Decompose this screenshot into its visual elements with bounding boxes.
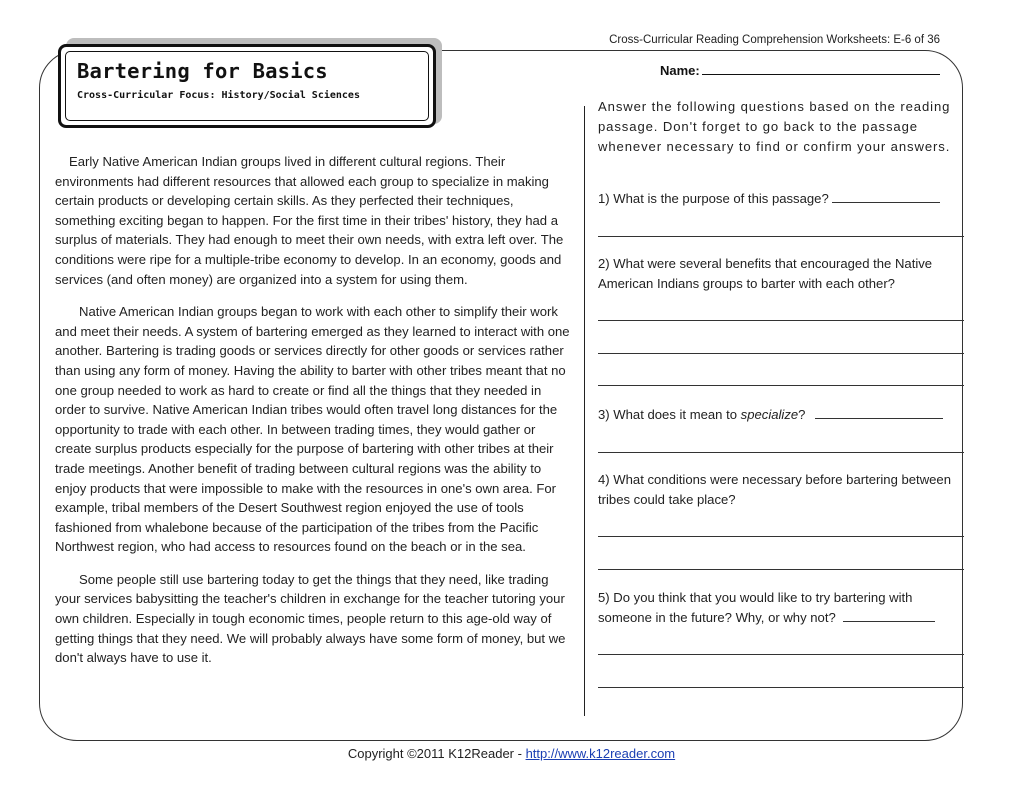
answer-line[interactable] xyxy=(598,569,964,570)
title-box xyxy=(58,44,436,128)
question-2: 2) What were several benefits that encouraged the Native American Indians groups to barter with each other? xyxy=(598,256,933,291)
question-3-text-start: 3) What does it mean to xyxy=(598,407,741,422)
copyright-text: Copyright ©2011 K12Reader - xyxy=(347,746,526,761)
answer-line[interactable] xyxy=(598,452,964,453)
question-3 xyxy=(598,405,966,425)
answer-line[interactable] xyxy=(598,687,964,688)
worksheet-series-header: Cross-Curricular Reading Comprehension Worksheets: E-6 of 36 xyxy=(609,34,940,46)
worksheet-subtitle: Cross-Curricular Focus: History/Social Sciences xyxy=(77,90,360,101)
question-4: 4) What conditions were necessary before bartering between tribes could take place? xyxy=(598,472,951,507)
question-5-text: 5) Do you think that you would like to try bartering with someone in the future? Why, or why not? xyxy=(598,590,913,625)
passage-paragraph-3: Some people still use bartering today to get the things that they need, like trading your services babysitting the teacher's children in exchange for the teacher tutoring your own children. Especially in tough economic times, people return to this age-old way of getting things that they need. We will probably always have some form of money, but we don't always have to use it. xyxy=(55,571,566,666)
passage-paragraph-1: Early Native American Indian groups lived in different cultural regions. Their environments had different resources that allowed each group to specialize in making certain products or developing certain skills. As they perfected their techniques, something exciting began to happen. For the first time in their tribes' history, they had a surplus of materials. They had enough to meet their own needs, with extra left over. The conditions were ripe for a multiple-tribe economy to develop. In an economy, goods and services (and often money) are organized into a system for using them. xyxy=(55,154,564,287)
question-1 xyxy=(598,189,966,209)
worksheet-title: Bartering for Basics xyxy=(77,59,328,83)
question-5 xyxy=(598,588,966,627)
question-instructions: Answer the following questions based on the reading passage. Don't forget to go back to the passage whenever necessary to find or confirm your answers. xyxy=(598,99,951,154)
name-blank-line[interactable] xyxy=(702,63,940,75)
question-3-text-end: ? xyxy=(798,407,806,422)
question-3-inline-blank[interactable] xyxy=(815,407,943,419)
name-label: Name: xyxy=(660,63,700,78)
answer-line[interactable] xyxy=(598,320,964,321)
k12reader-link[interactable]: http://www.k12reader.com xyxy=(525,746,676,761)
reading-passage xyxy=(55,152,570,681)
passage-paragraph-2: Native American Indian groups began to work with each other to simplify their work and meet their needs. A system of bartering emerged as they learned to interact with one another. Bartering is trading goods or services directly for other goods or services rather than using any form of money. Having the ability to barter with other tribes meant that no one group needed to work as hard to create or find all the things that they needed in order to survive. Native American Indian tribes would often travel long distances for the opportunity to trade with each other. In between trading times, they would gather or create surplus products especially for the purpose of bartering with other tribes at their trade meetings. Another benefit of trading between cultural regions was the ability to enjoy products that were impossible to make with the resources in one's own area. For example, tribal members of the Desert Southwest region enjoyed the use of tools fashioned from whalebone because of the participation of the tribes from the Pacific Northwest region, who had access to resources found on the beach or in the sea. xyxy=(55,304,570,555)
question-1-text: 1) What is the purpose of this passage? xyxy=(598,191,829,206)
answer-line[interactable] xyxy=(598,536,964,537)
question-3-term: specialize xyxy=(740,407,799,422)
answer-line[interactable] xyxy=(598,353,964,354)
question-1-inline-blank[interactable] xyxy=(832,191,940,203)
name-field[interactable] xyxy=(660,63,940,78)
answer-line[interactable] xyxy=(598,236,964,237)
answer-line[interactable] xyxy=(598,654,964,655)
answer-line[interactable] xyxy=(598,385,964,386)
question-5-inline-blank[interactable] xyxy=(843,610,935,622)
footer xyxy=(0,746,1023,761)
column-divider xyxy=(584,106,585,716)
